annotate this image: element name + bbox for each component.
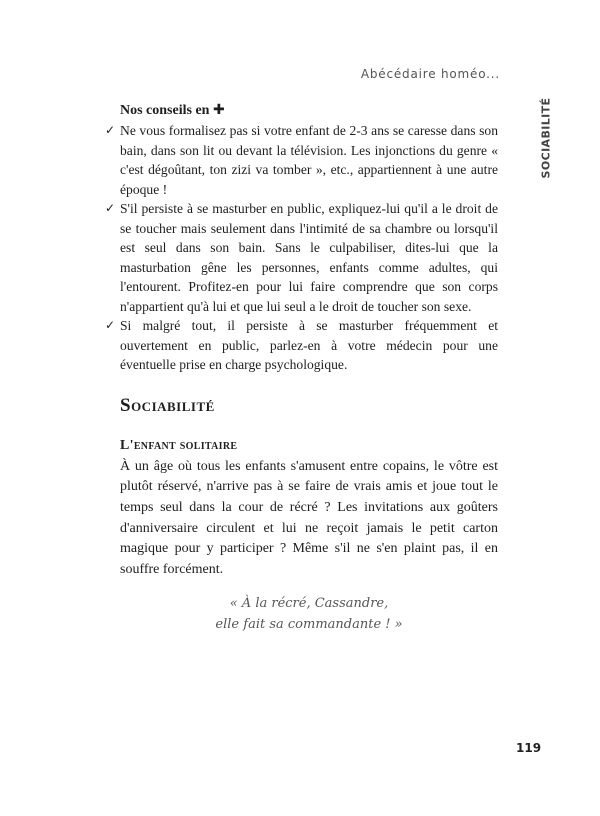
conseils-item-text: Ne vous formalisez pas si votre enfant de 2-3 ans se caresse dans son bain, dans son lit ou devant la télévision. Les injonctions du genre « c'est dégoûtant, ton zizi va tomber », etc., appartiennent à une autre époque ! (120, 123, 498, 197)
section-title: Sociabilité (120, 394, 215, 416)
conseils-item-text: S'il persiste à se masturber en public, expliquez-lui qu'il a le droit de se toucher mais seulement dans l'intimité de sa chambre ou lorsqu'il est seul dans son bain. Sans le culpabiliser, dites-lui que la masturbation gêne les personnes, enfants comme adultes, qui l'entourent. Profitez-en pour lui faire comprendre que son corps n'appartient qu'à lui et que lui seul a le droit de toucher son sexe. (120, 201, 498, 314)
conseils-heading-text: Nos conseils en (120, 103, 210, 118)
checkmark-icon: ✓ (105, 201, 116, 215)
running-head: Abécédaire homéo... (360, 67, 500, 81)
plus-icon: ✚ (212, 102, 225, 118)
pull-quote-line: elle fait sa commandante ! » (215, 616, 403, 632)
body-paragraph: À un âge où tous les enfants s'amusent entre copains, le vôtre est plutôt réservé, n'arrive pas à se faire de vrais amis et joue tout le temps seul dans la cour de récré ? Les invitations aux goûters d'anniversaire circulent et lui ne reçoit jamais le petit carton magique pour y participer ? Même s'il ne s'en plaint pas, il en souffre forcément. (120, 458, 498, 578)
checkmark-icon: ✓ (105, 318, 116, 332)
checkmark-icon: ✓ (105, 123, 116, 137)
chapter-side-tab-label: SOCIABILITÉ (539, 97, 553, 178)
subsection-title: L'enfant solitaire (120, 437, 238, 453)
page-number: 119 (516, 741, 542, 755)
pull-quote (120, 593, 498, 635)
conseils-list (105, 121, 498, 375)
chapter-side-tab (538, 97, 554, 178)
conseils-list-item (105, 121, 498, 199)
conseils-list-item (105, 316, 498, 375)
conseils-list-item (105, 199, 498, 316)
conseils-heading (120, 100, 498, 121)
page-content (105, 100, 498, 635)
conseils-item-text: Si malgré tout, il persiste à se masturber fréquemment et ouvertement en public, parlez-en à votre médecin pour une éventuelle prise en charge psychologique. (120, 318, 498, 372)
pull-quote-line: « À la récré, Cassandre, (229, 595, 389, 611)
